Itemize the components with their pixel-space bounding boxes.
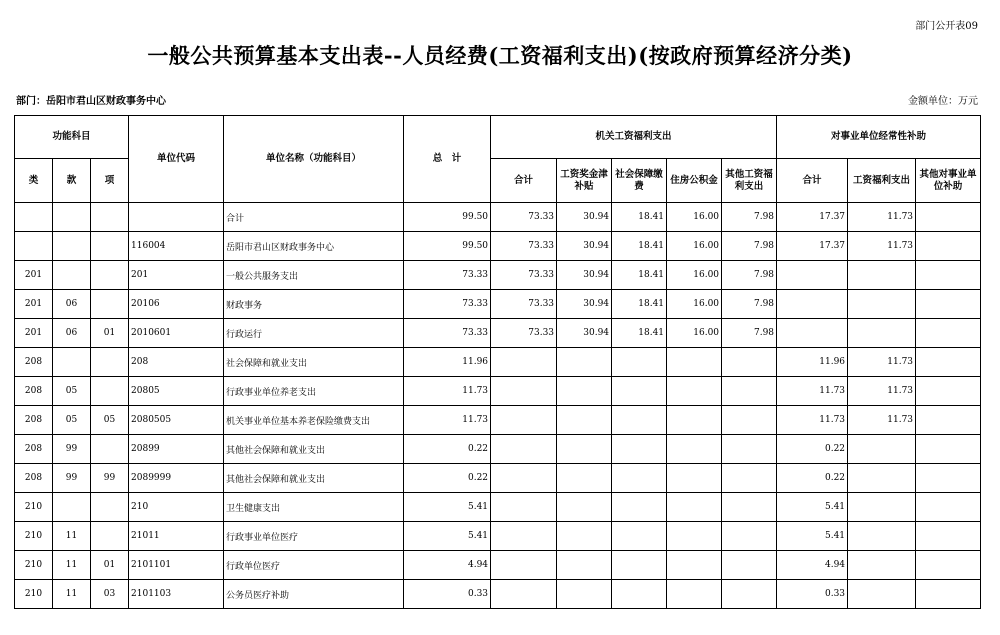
header-total: 总 计 <box>404 116 491 203</box>
housing-fund-cell: 16.00 <box>667 319 722 348</box>
kuan-cell: 99 <box>53 464 91 493</box>
housing-fund-cell: 16.00 <box>667 203 722 232</box>
wage-welfare-cell <box>848 290 916 319</box>
lei-cell <box>15 232 53 261</box>
wage-bonus-cell <box>557 580 612 609</box>
wage-welfare-cell: 11.73 <box>848 203 916 232</box>
social-security-cell: 18.41 <box>612 319 667 348</box>
unit-code-cell: 208 <box>129 348 224 377</box>
housing-fund-cell <box>667 551 722 580</box>
xiang-cell: 99 <box>91 464 129 493</box>
lei-cell: 208 <box>15 406 53 435</box>
agency-total-cell <box>491 493 557 522</box>
agency-total-cell <box>491 377 557 406</box>
kuan-cell: 05 <box>53 377 91 406</box>
total-cell: 0.22 <box>404 464 491 493</box>
housing-fund-cell <box>667 580 722 609</box>
social-security-cell <box>612 551 667 580</box>
xiang-cell: 01 <box>91 319 129 348</box>
table-row <box>15 551 981 580</box>
xiang-cell <box>91 493 129 522</box>
table-row <box>15 493 981 522</box>
other-subsidy-cell <box>916 435 981 464</box>
wage-welfare-cell <box>848 435 916 464</box>
total-cell: 5.41 <box>404 522 491 551</box>
subsidy-total-cell: 5.41 <box>777 522 848 551</box>
unit-name-cell: 合计 <box>224 203 404 232</box>
wage-bonus-cell: 30.94 <box>557 261 612 290</box>
wage-welfare-cell <box>848 319 916 348</box>
kuan-cell: 11 <box>53 551 91 580</box>
other-wage-cell: 7.98 <box>722 290 777 319</box>
wage-welfare-cell <box>848 464 916 493</box>
lei-cell: 210 <box>15 551 53 580</box>
wage-welfare-cell: 11.73 <box>848 232 916 261</box>
xiang-cell <box>91 261 129 290</box>
social-security-cell <box>612 522 667 551</box>
kuan-cell <box>53 493 91 522</box>
subsidy-total-cell <box>777 290 848 319</box>
housing-fund-cell: 16.00 <box>667 261 722 290</box>
header-social-security: 社会保障缴费 <box>612 159 667 203</box>
subsidy-total-cell <box>777 319 848 348</box>
unit-code-cell: 2089999 <box>129 464 224 493</box>
xiang-cell <box>91 435 129 464</box>
kuan-cell <box>53 232 91 261</box>
lei-cell: 201 <box>15 319 53 348</box>
unit-code-cell: 20106 <box>129 290 224 319</box>
social-security-cell <box>612 580 667 609</box>
housing-fund-cell <box>667 406 722 435</box>
wage-bonus-cell: 30.94 <box>557 290 612 319</box>
unit-code-cell: 20805 <box>129 377 224 406</box>
kuan-cell: 99 <box>53 435 91 464</box>
unit-name-cell: 行政运行 <box>224 319 404 348</box>
unit-code-cell: 21011 <box>129 522 224 551</box>
kuan-cell: 11 <box>53 580 91 609</box>
other-wage-cell: 7.98 <box>722 203 777 232</box>
unit-name-cell: 一般公共服务支出 <box>224 261 404 290</box>
unit-name-cell: 行政单位医疗 <box>224 551 404 580</box>
lei-cell: 210 <box>15 522 53 551</box>
table-row <box>15 261 981 290</box>
xiang-cell <box>91 348 129 377</box>
xiang-cell <box>91 232 129 261</box>
total-cell: 99.50 <box>404 203 491 232</box>
wage-welfare-cell <box>848 493 916 522</box>
wage-welfare-cell: 11.73 <box>848 348 916 377</box>
department-label: 部门：岳阳市君山区财政事务中心 <box>16 96 166 107</box>
social-security-cell <box>612 406 667 435</box>
wage-bonus-cell <box>557 522 612 551</box>
wage-welfare-cell: 11.73 <box>848 406 916 435</box>
other-subsidy-cell <box>916 348 981 377</box>
agency-total-cell: 73.33 <box>491 203 557 232</box>
header-housing-fund: 住房公积金 <box>667 159 722 203</box>
xiang-cell <box>91 522 129 551</box>
kuan-cell <box>53 261 91 290</box>
other-wage-cell <box>722 348 777 377</box>
wage-bonus-cell: 30.94 <box>557 203 612 232</box>
table-row <box>15 290 981 319</box>
header-subsidy-group: 对事业单位经常性补助 <box>777 116 981 159</box>
wage-welfare-cell <box>848 580 916 609</box>
agency-total-cell: 73.33 <box>491 290 557 319</box>
wage-welfare-cell: 11.73 <box>848 377 916 406</box>
kuan-cell: 06 <box>53 290 91 319</box>
lei-cell <box>15 203 53 232</box>
agency-total-cell <box>491 580 557 609</box>
housing-fund-cell: 16.00 <box>667 290 722 319</box>
table-row <box>15 406 981 435</box>
subsidy-total-cell: 0.33 <box>777 580 848 609</box>
other-wage-cell <box>722 493 777 522</box>
unit-code-cell: 20899 <box>129 435 224 464</box>
xiang-cell: 01 <box>91 551 129 580</box>
table-row <box>15 435 981 464</box>
unit-code-cell: 2080505 <box>129 406 224 435</box>
agency-total-cell <box>491 464 557 493</box>
other-wage-cell: 7.98 <box>722 319 777 348</box>
lei-cell: 208 <box>15 435 53 464</box>
social-security-cell: 18.41 <box>612 203 667 232</box>
lei-cell: 201 <box>15 290 53 319</box>
wage-bonus-cell <box>557 377 612 406</box>
social-security-cell <box>612 377 667 406</box>
total-cell: 11.73 <box>404 406 491 435</box>
agency-total-cell: 73.33 <box>491 319 557 348</box>
lei-cell: 210 <box>15 493 53 522</box>
unit-code-cell: 2101101 <box>129 551 224 580</box>
unit-code-cell: 2010601 <box>129 319 224 348</box>
wage-bonus-cell: 30.94 <box>557 319 612 348</box>
unit-name-cell: 卫生健康支出 <box>224 493 404 522</box>
header-kuan: 款 <box>53 159 91 203</box>
unit-code-cell: 2101103 <box>129 580 224 609</box>
wage-bonus-cell <box>557 406 612 435</box>
header-agency-wage-group: 机关工资福利支出 <box>491 116 777 159</box>
kuan-cell <box>53 203 91 232</box>
table-row <box>15 580 981 609</box>
lei-cell: 201 <box>15 261 53 290</box>
kuan-cell: 05 <box>53 406 91 435</box>
other-subsidy-cell <box>916 232 981 261</box>
other-subsidy-cell <box>916 290 981 319</box>
unit-name-cell: 其他社会保障和就业支出 <box>224 435 404 464</box>
subsidy-total-cell: 0.22 <box>777 435 848 464</box>
other-subsidy-cell <box>916 319 981 348</box>
other-wage-cell <box>722 406 777 435</box>
lei-cell: 208 <box>15 464 53 493</box>
agency-total-cell: 73.33 <box>491 261 557 290</box>
subsidy-total-cell: 5.41 <box>777 493 848 522</box>
header-other-wage: 其他工资福利支出 <box>722 159 777 203</box>
header-func-subject: 功能科目 <box>15 116 129 159</box>
social-security-cell: 18.41 <box>612 261 667 290</box>
agency-total-cell <box>491 348 557 377</box>
total-cell: 0.22 <box>404 435 491 464</box>
unit-name-cell: 财政事务 <box>224 290 404 319</box>
xiang-cell: 03 <box>91 580 129 609</box>
wage-bonus-cell <box>557 551 612 580</box>
lei-cell: 208 <box>15 377 53 406</box>
unit-code-cell: 201 <box>129 261 224 290</box>
table-row <box>15 348 981 377</box>
unit-name-cell: 岳阳市君山区财政事务中心 <box>224 232 404 261</box>
header-unit-code: 单位代码 <box>129 116 224 203</box>
unit-name-cell: 机关事业单位基本养老保险缴费支出 <box>224 406 404 435</box>
subsidy-total-cell: 4.94 <box>777 551 848 580</box>
unit-name-cell: 社会保障和就业支出 <box>224 348 404 377</box>
wage-bonus-cell <box>557 348 612 377</box>
lei-cell: 208 <box>15 348 53 377</box>
other-subsidy-cell <box>916 493 981 522</box>
header-agency-total: 合计 <box>491 159 557 203</box>
housing-fund-cell <box>667 464 722 493</box>
other-subsidy-cell <box>916 406 981 435</box>
xiang-cell <box>91 203 129 232</box>
other-wage-cell <box>722 464 777 493</box>
subsidy-total-cell: 17.37 <box>777 203 848 232</box>
amount-unit-label: 金额单位：万元 <box>908 96 978 107</box>
housing-fund-cell <box>667 522 722 551</box>
wage-welfare-cell <box>848 522 916 551</box>
header-subsidy-total: 合计 <box>777 159 848 203</box>
table-row <box>15 377 981 406</box>
social-security-cell <box>612 435 667 464</box>
total-cell: 73.33 <box>404 290 491 319</box>
unit-name-cell: 行政事业单位养老支出 <box>224 377 404 406</box>
unit-name-cell: 行政事业单位医疗 <box>224 522 404 551</box>
wage-bonus-cell: 30.94 <box>557 232 612 261</box>
total-cell: 73.33 <box>404 319 491 348</box>
other-wage-cell <box>722 377 777 406</box>
other-wage-cell: 7.98 <box>722 232 777 261</box>
total-cell: 11.73 <box>404 377 491 406</box>
social-security-cell <box>612 348 667 377</box>
housing-fund-cell <box>667 493 722 522</box>
table-row <box>15 522 981 551</box>
xiang-cell <box>91 290 129 319</box>
wage-welfare-cell <box>848 551 916 580</box>
agency-total-cell <box>491 551 557 580</box>
table-number-label: 部门公开表09 <box>915 21 978 32</box>
subsidy-total-cell: 17.37 <box>777 232 848 261</box>
agency-total-cell <box>491 406 557 435</box>
kuan-cell: 11 <box>53 522 91 551</box>
wage-bonus-cell <box>557 435 612 464</box>
table-row <box>15 464 981 493</box>
other-subsidy-cell <box>916 551 981 580</box>
subsidy-total-cell: 11.73 <box>777 406 848 435</box>
wage-bonus-cell <box>557 493 612 522</box>
housing-fund-cell: 16.00 <box>667 232 722 261</box>
other-wage-cell <box>722 435 777 464</box>
header-xiang: 项 <box>91 159 129 203</box>
header-wage-welfare: 工资福利支出 <box>848 159 916 203</box>
budget-table <box>14 115 981 609</box>
other-subsidy-cell <box>916 464 981 493</box>
other-wage-cell <box>722 551 777 580</box>
xiang-cell: 05 <box>91 406 129 435</box>
agency-total-cell <box>491 522 557 551</box>
total-cell: 73.33 <box>404 261 491 290</box>
total-cell: 0.33 <box>404 580 491 609</box>
housing-fund-cell <box>667 435 722 464</box>
page-title: 一般公共预算基本支出表--人员经费(工资福利支出)(按政府预算经济分类) <box>147 43 853 68</box>
housing-fund-cell <box>667 348 722 377</box>
other-wage-cell: 7.98 <box>722 261 777 290</box>
other-wage-cell <box>722 580 777 609</box>
header-unit-name: 单位名称（功能科目） <box>224 116 404 203</box>
table-row <box>15 232 981 261</box>
social-security-cell <box>612 464 667 493</box>
agency-total-cell <box>491 435 557 464</box>
other-subsidy-cell <box>916 522 981 551</box>
total-cell: 5.41 <box>404 493 491 522</box>
header-other-subsidy: 其他对事业单位补助 <box>916 159 981 203</box>
housing-fund-cell <box>667 377 722 406</box>
wage-welfare-cell <box>848 261 916 290</box>
subsidy-total-cell: 0.22 <box>777 464 848 493</box>
subsidy-total-cell <box>777 261 848 290</box>
unit-name-cell: 公务员医疗补助 <box>224 580 404 609</box>
header-lei: 类 <box>15 159 53 203</box>
kuan-cell: 06 <box>53 319 91 348</box>
other-subsidy-cell <box>916 377 981 406</box>
subsidy-total-cell: 11.96 <box>777 348 848 377</box>
header-wage-bonus: 工资奖金津补贴 <box>557 159 612 203</box>
total-cell: 11.96 <box>404 348 491 377</box>
lei-cell: 210 <box>15 580 53 609</box>
unit-code-cell <box>129 203 224 232</box>
total-cell: 4.94 <box>404 551 491 580</box>
social-security-cell <box>612 493 667 522</box>
other-subsidy-cell <box>916 203 981 232</box>
xiang-cell <box>91 377 129 406</box>
agency-total-cell: 73.33 <box>491 232 557 261</box>
social-security-cell: 18.41 <box>612 290 667 319</box>
table-row <box>15 203 981 232</box>
other-wage-cell <box>722 522 777 551</box>
subsidy-total-cell: 11.73 <box>777 377 848 406</box>
table-row <box>15 319 981 348</box>
other-subsidy-cell <box>916 261 981 290</box>
other-subsidy-cell <box>916 580 981 609</box>
total-cell: 99.50 <box>404 232 491 261</box>
kuan-cell <box>53 348 91 377</box>
unit-code-cell: 210 <box>129 493 224 522</box>
social-security-cell: 18.41 <box>612 232 667 261</box>
unit-code-cell: 116004 <box>129 232 224 261</box>
unit-name-cell: 其他社会保障和就业支出 <box>224 464 404 493</box>
wage-bonus-cell <box>557 464 612 493</box>
